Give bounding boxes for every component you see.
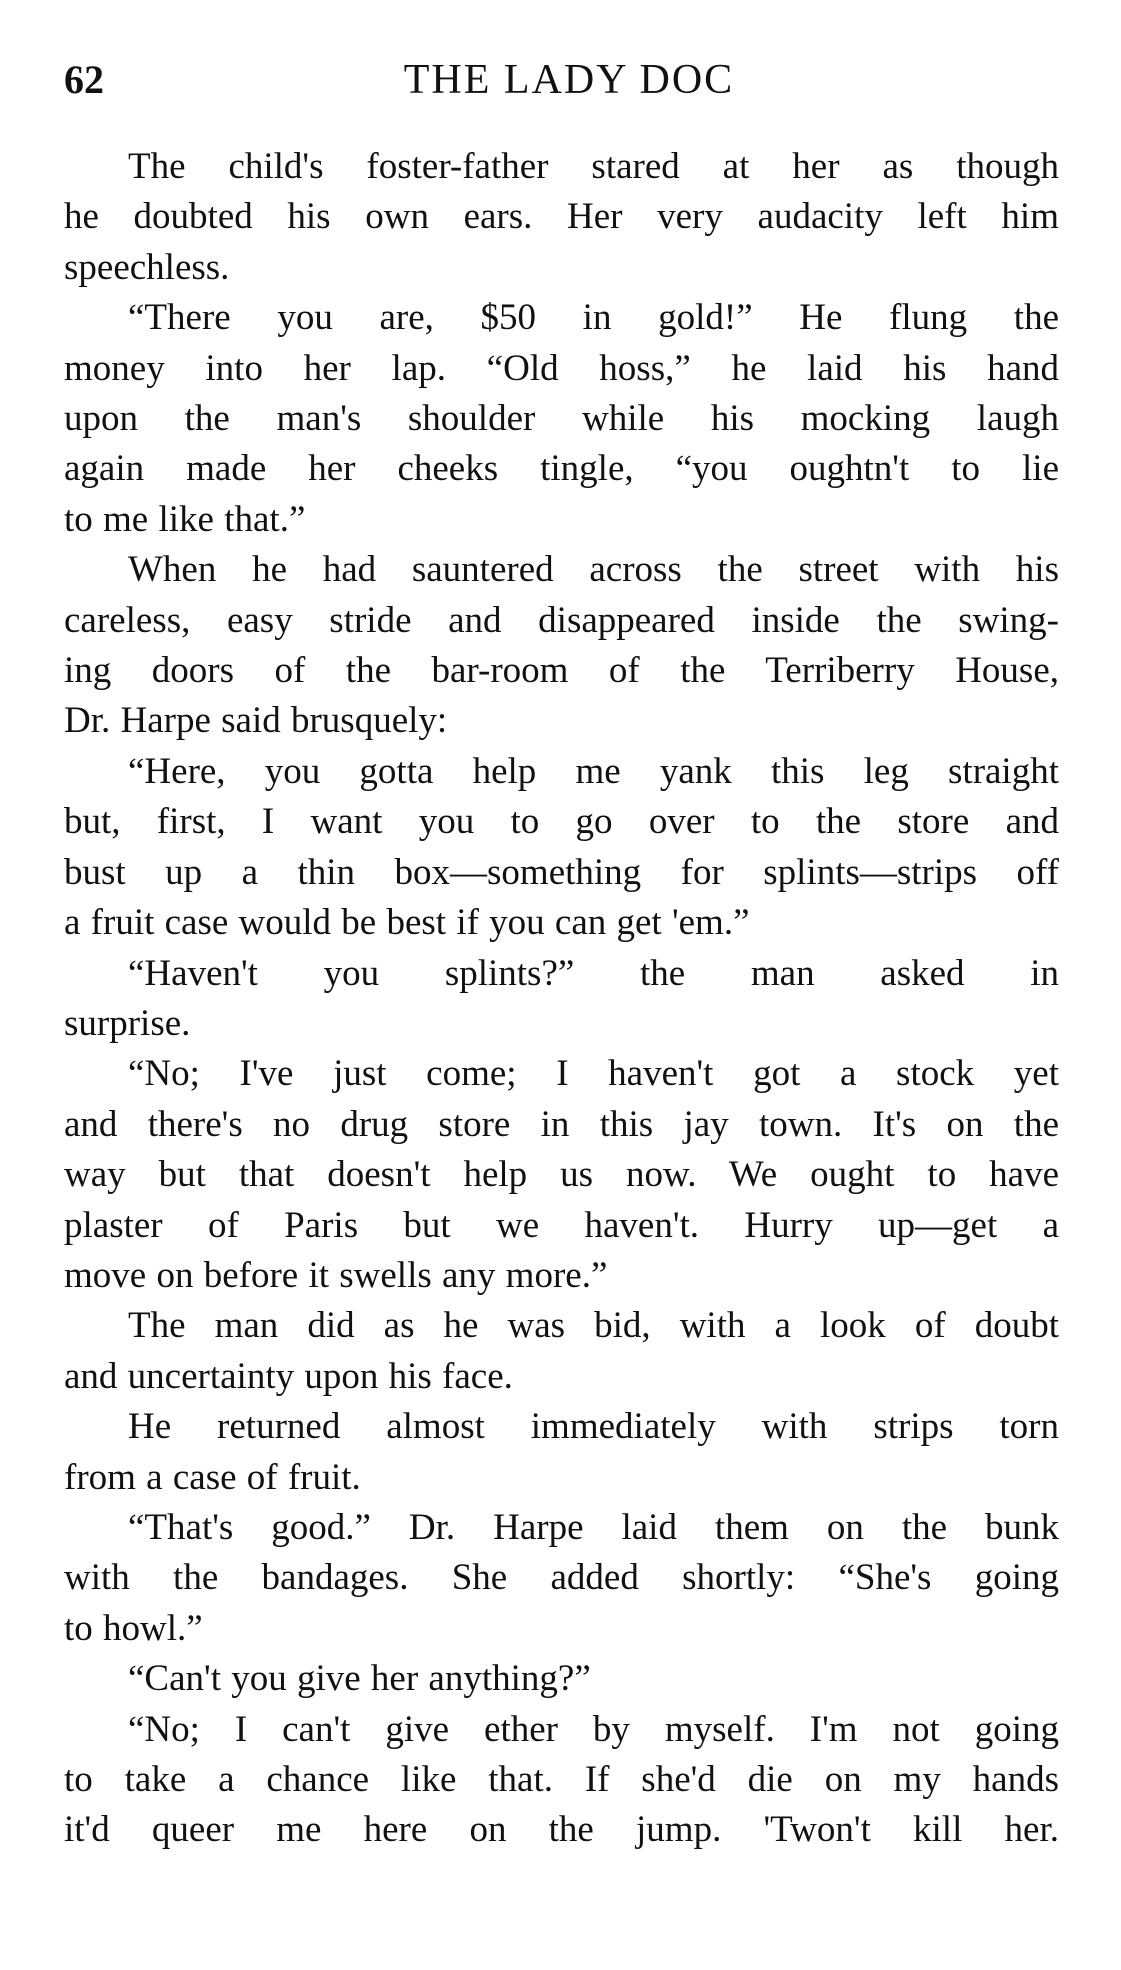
- text-line: surprise.: [64, 1002, 191, 1044]
- text-line: The child's foster-father stared at her as though: [128, 146, 1059, 187]
- paragraph: [64, 142, 1059, 293]
- text-line: money into her lap. “Old hoss,” he laid his hand: [64, 347, 1059, 389]
- text-line: and there's no drug store in this jay town. It's on the: [64, 1103, 1059, 1145]
- text-line: Dr. Harpe said brusquely:: [64, 700, 448, 742]
- page-header: [64, 50, 1054, 110]
- text-line: a fruit case would be best if you can get 'em.”: [64, 902, 750, 944]
- paragraph: [64, 293, 1059, 545]
- text-line: it'd queer me here on the jump. 'Twon't kill her.: [64, 1809, 1059, 1851]
- text-line: “There you are, $50 in gold!” He flung the: [128, 297, 1059, 339]
- text-line: “Can't you give her anything?”: [128, 1658, 591, 1700]
- text-line: to me like that.”: [64, 498, 306, 540]
- text-line: careless, easy stride and disappeared inside the swing-: [64, 599, 1059, 641]
- text-line: The man did as he was bid, with a look of doubt: [128, 1305, 1059, 1347]
- paragraph: [64, 1705, 1059, 1856]
- text-line: he doubted his own ears. Her very audacity left him: [64, 196, 1059, 238]
- text-line: upon the man's shoulder while his mocking laugh: [64, 398, 1059, 440]
- text-line: again made her cheeks tingle, “you oughtn't to lie: [64, 448, 1059, 490]
- text-line: and uncertainty upon his face.: [64, 1355, 513, 1397]
- text-line: to howl.”: [64, 1607, 203, 1649]
- paragraph: [64, 1503, 1059, 1654]
- paragraph: [64, 1654, 1059, 1704]
- text-line: way but that doesn't help us now. We ought to have: [64, 1154, 1059, 1196]
- text-line: from a case of fruit.: [64, 1456, 361, 1498]
- running-title: THE LADY DOC: [403, 57, 735, 103]
- text-line: to take a chance like that. If she'd die on my hands: [64, 1759, 1059, 1800]
- text-line: ing doors of the bar-room of the Terriberry House,: [64, 650, 1059, 692]
- body-text: [64, 142, 1059, 1856]
- text-line: with the bandages. She added shortly: “She's going: [64, 1557, 1059, 1599]
- text-line: speechless.: [64, 246, 230, 288]
- paragraph: [64, 747, 1059, 949]
- text-line: “No; I've just come; I haven't got a stock yet: [128, 1053, 1059, 1095]
- text-line: but, first, I want you to go over to the store and: [64, 801, 1059, 843]
- text-line: bust up a thin box—something for splints—strips off: [64, 851, 1059, 893]
- text-line: plaster of Paris but we haven't. Hurry up—get a: [64, 1204, 1059, 1246]
- paragraph: [64, 545, 1059, 747]
- text-line: “Haven't you splints?” the man asked in: [128, 952, 1059, 994]
- paragraph: [64, 1049, 1059, 1301]
- text-line: move on before it swells any more.”: [64, 1254, 608, 1296]
- paragraph: [64, 949, 1059, 1050]
- text-line: When he had sauntered across the street with his: [128, 549, 1059, 591]
- paragraph: [64, 1301, 1059, 1402]
- text-line: “That's good.” Dr. Harpe laid them on the bunk: [128, 1506, 1059, 1548]
- paragraph: [64, 1402, 1059, 1503]
- page-number: 62: [64, 57, 104, 102]
- text-line: “Here, you gotta help me yank this leg straight: [128, 750, 1059, 792]
- text-line: He returned almost immediately with strips torn: [128, 1406, 1059, 1448]
- text-line: “No; I can't give ether by myself. I'm not going: [128, 1708, 1059, 1750]
